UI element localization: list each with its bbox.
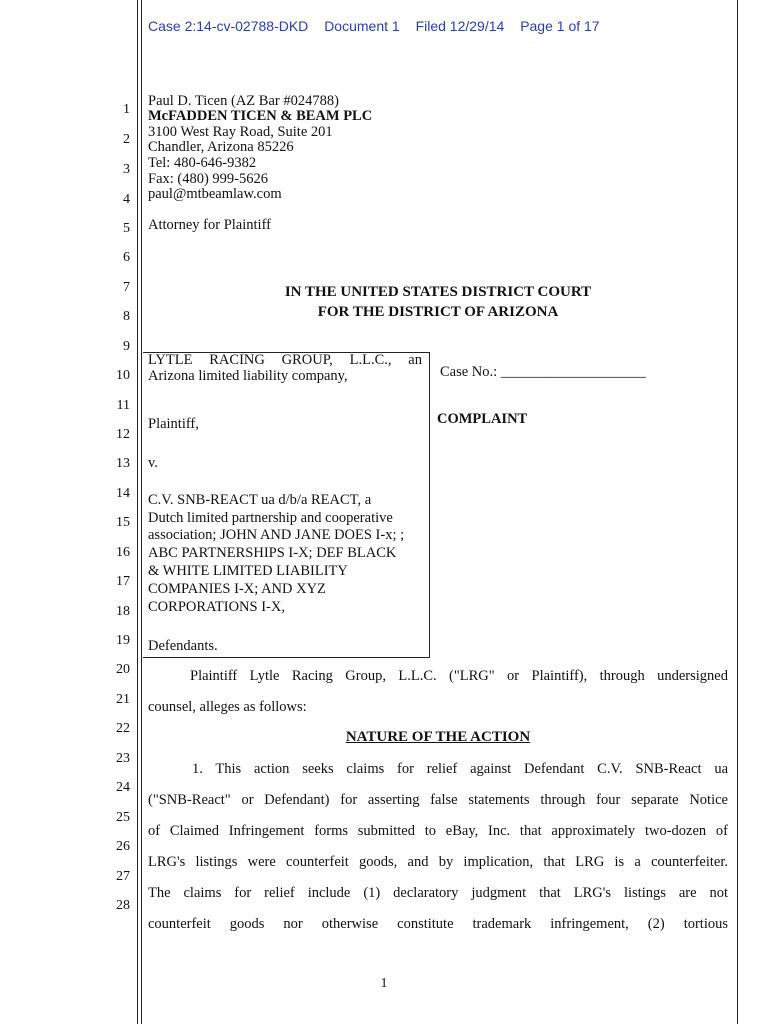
document-number: Document 1 (324, 18, 400, 34)
line-number: 5 (123, 221, 130, 236)
line-number: 13 (116, 456, 130, 471)
intro-line-2: counsel, alleges as follows: (148, 699, 307, 715)
case-number: Case 2:14-cv-02788-DKD (148, 18, 309, 34)
filed-date: Filed 12/29/14 (415, 18, 505, 34)
page-number: 1 (380, 976, 388, 991)
line-number: 11 (116, 398, 130, 413)
line-number: 21 (116, 692, 130, 707)
left-margin-rule-inner (141, 0, 142, 1024)
line-number: 7 (123, 280, 130, 295)
line-number: 27 (116, 869, 130, 884)
attorney-name: Paul D. Ticen (AZ Bar #024788) (148, 93, 339, 109)
line-number: 15 (116, 515, 130, 530)
line-number: 17 (116, 574, 130, 589)
plaintiff-line-2: Arizona limited liability company, (148, 368, 348, 384)
court-title-line-2: FOR THE DISTRICT OF ARIZONA (317, 304, 559, 320)
defendant-line: ABC PARTNERSHIPS I-X; DEF BLACK (148, 545, 397, 561)
paragraph-line: ("SNB-React" or Defendant) for asserting false statements through four separate Notice (148, 792, 728, 808)
line-number: 8 (123, 309, 130, 324)
paragraph-line: LRG's listings were counterfeit goods, and by implication, that LRG is a counterfeiter. (148, 854, 728, 870)
address-line-1: 3100 West Ray Road, Suite 201 (148, 124, 333, 140)
telephone: Tel: 480-646-9382 (148, 155, 257, 171)
email: paul@mtbeamlaw.com (148, 186, 282, 202)
paragraph-line: of Claimed Infringement forms submitted to eBay, Inc. that approximately two-dozen of (148, 823, 728, 839)
line-number: 19 (116, 633, 130, 648)
line-number: 12 (116, 427, 130, 442)
defendant-line: COMPANIES I-X; AND XYZ (148, 581, 326, 597)
line-number: 14 (116, 486, 130, 501)
line-number: 18 (116, 604, 130, 619)
defendant-line: association; JOHN AND JANE DOES I-x; ; (148, 527, 405, 543)
line-number: 1 (123, 102, 130, 117)
line-number: 4 (123, 192, 130, 207)
ecf-header (148, 18, 612, 34)
line-number: 28 (116, 898, 130, 913)
defendant-line: & WHITE LIMITED LIABILITY (148, 563, 348, 579)
line-number: 16 (116, 545, 130, 560)
defendants-label: Defendants. (148, 638, 218, 654)
paragraph-line: The claims for relief include (1) declaratory judgment that LRG's listings are not (148, 885, 728, 901)
line-number: 23 (116, 751, 130, 766)
plaintiff-line-1: LYTLE RACING GROUP, L.L.C., an (148, 352, 422, 368)
line-number: 9 (123, 339, 130, 354)
line-number: 2 (123, 132, 130, 147)
line-number: 22 (116, 721, 130, 736)
address-line-2: Chandler, Arizona 85226 (148, 139, 294, 155)
paragraph-line: 1. This action seeks claims for relief against Defendant C.V. SNB-React ua (192, 761, 728, 777)
paragraph-line: counterfeit goods nor otherwise constitute trademark infringement, (2) tortious (148, 916, 728, 932)
attorney-role: Attorney for Plaintiff (148, 217, 271, 233)
line-number: 10 (116, 368, 130, 383)
page-count: Page 1 of 17 (520, 18, 600, 34)
left-margin-rule-outer (137, 0, 138, 1024)
right-margin-rule (737, 0, 738, 1024)
line-number: 24 (116, 780, 130, 795)
line-number: 6 (123, 250, 130, 265)
firm-name: McFADDEN TICEN & BEAM PLC (148, 108, 373, 124)
defendant-line: C.V. SNB-REACT ua d/b/a REACT, a (148, 492, 372, 508)
line-number: 26 (116, 839, 130, 854)
defendant-line: CORPORATIONS I-X, (148, 599, 285, 615)
plaintiff-label: Plaintiff, (148, 416, 199, 432)
line-number: 25 (116, 810, 130, 825)
defendant-line: Dutch limited partnership and cooperative (148, 510, 393, 526)
versus: v. (148, 455, 158, 471)
document-title: COMPLAINT (437, 411, 528, 427)
line-number: 3 (123, 162, 130, 177)
intro-line-1: Plaintiff Lytle Racing Group, L.L.C. ("LRG" or Plaintiff), through undersigned (190, 668, 728, 684)
section-heading: NATURE OF THE ACTION (345, 729, 531, 745)
case-no-field: Case No.: ____________________ (440, 364, 646, 380)
fax: Fax: (480) 999-5626 (148, 171, 269, 187)
court-title-line-1: IN THE UNITED STATES DISTRICT COURT (284, 284, 592, 300)
line-number: 20 (116, 662, 130, 677)
